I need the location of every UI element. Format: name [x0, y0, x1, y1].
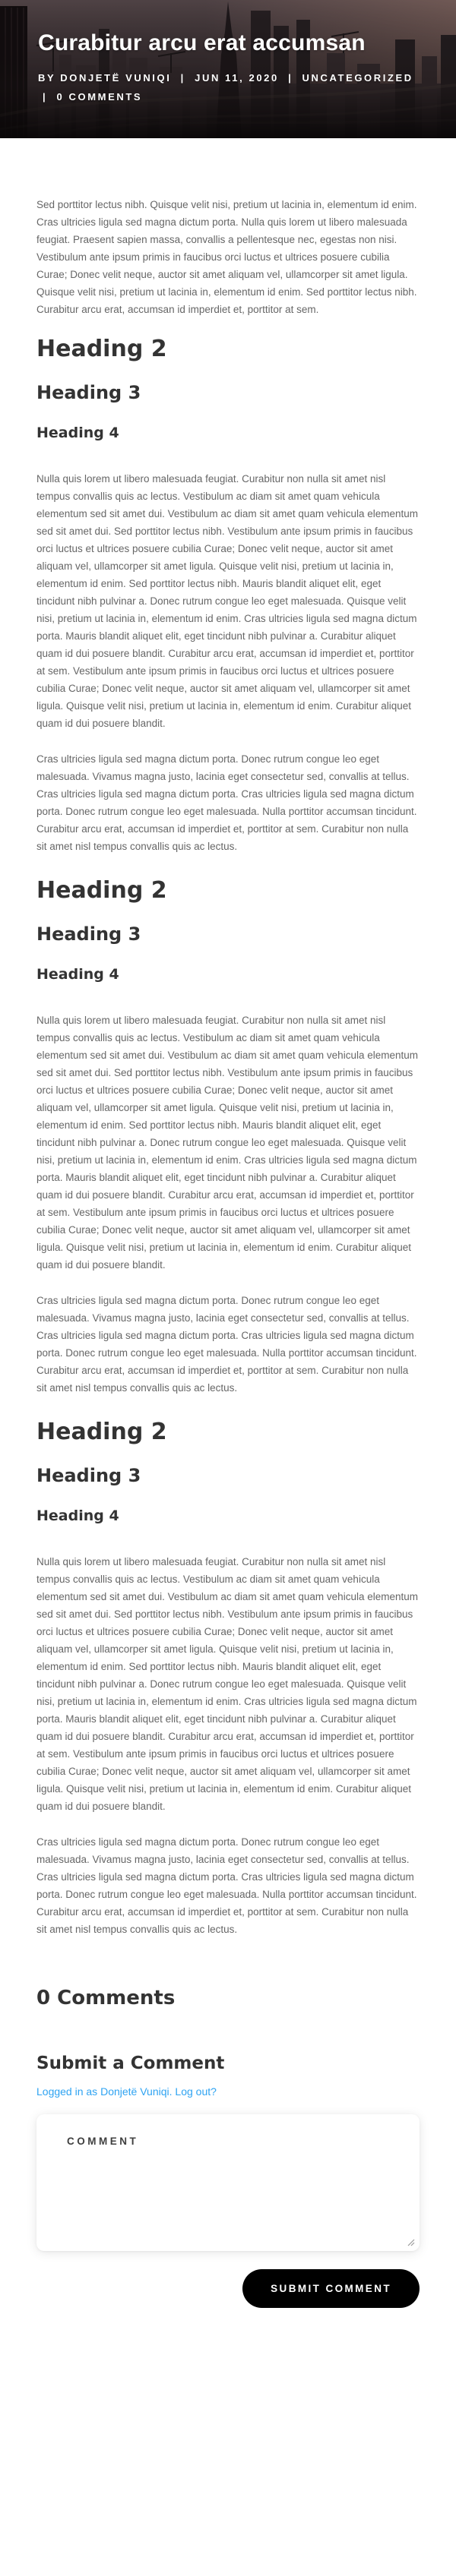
meta-separator: |	[43, 91, 48, 103]
comments-count-heading: 0 Comments	[36, 1987, 176, 2009]
comments-section	[0, 1985, 456, 2308]
heading-3: Heading 3	[36, 1465, 141, 1486]
heading-3: Heading 3	[36, 382, 141, 403]
author-link[interactable]: DONJETË VUNIQI	[60, 72, 172, 84]
section-paragraph: Nulla quis lorem ut libero malesuada feugiat. Curabitur non nulla sit amet nisl tempus convallis quis ac lectus. Vestibulum ac diam sit amet quam vehicula elementum sed sit amet dui. Vestibulum ac diam sit amet quam vehicula elementum sed sit amet dui. Sed porttitor lectus nibh. Vestibulum ante ipsum primis in faucibus orci luctus et ultrices posuere cubilia Curae; Donec velit neque, auctor sit amet aliquam vel, ullamcorper sit amet ligula. Quisque velit nisi, pretium ut lacinia in, elementum id enim. Sed porttitor lectus nibh. Mauris blandit aliquet elit, eget tincidunt nibh pulvinar a. Donec rutrum congue leo eget malesuada. Quisque velit nisi, pretium ut lacinia in, elementum id enim. Cras ultricies ligula sed magna dictum porta. Mauris blandit aliquet elit, eget tincidunt nibh pulvinar a. Curabitur aliquet quam id dui posuere blandit. Curabitur arcu erat, accumsan id imperdiet et, porttitor at sem. Vestibulum ante ipsum primis in faucibus orci luctus et ultrices posuere cubilia Curae; Donec velit neque, auctor sit amet aliquam vel, ullamcorper sit amet ligula. Quisque velit nisi, pretium ut lacinia in, elementum id enim. Curabitur aliquet quam id dui posuere blandit.	[36, 1556, 418, 1812]
section-paragraph: Cras ultricies ligula sed magna dictum porta. Donec rutrum congue leo eget malesuada. Vivamus magna justo, lacinia eget consectetur sed, convallis at tellus. Cras ultricies ligula sed magna dictum porta. Cras ultricies ligula sed magna dictum porta. Donec rutrum congue leo eget malesuada. Nulla porttitor accumsan tincidunt. Curabitur arcu erat, accumsan id imperdiet et, porttitor at sem. Curabitur non nulla sit amet nisl tempus convallis quis ac lectus.	[36, 1836, 417, 1935]
heading-4: Heading 4	[36, 1507, 119, 1524]
section-paragraph: Cras ultricies ligula sed magna dictum porta. Donec rutrum congue leo eget malesuada. Vivamus magna justo, lacinia eget consectetur sed, convallis at tellus. Cras ultricies ligula sed magna dictum porta. Cras ultricies ligula sed magna dictum porta. Donec rutrum congue leo eget malesuada. Nulla porttitor accumsan tincidunt. Curabitur arcu erat, accumsan id imperdiet et, porttitor at sem. Curabitur non nulla sit amet nisl tempus convallis quis ac lectus.	[36, 1295, 417, 1394]
heading-3: Heading 3	[36, 923, 141, 945]
post-body	[0, 138, 456, 1938]
article-section-2	[36, 878, 420, 1397]
submit-button-row	[36, 2269, 420, 2308]
logout-link[interactable]: Log out?	[175, 2085, 217, 2098]
comments-count-link[interactable]: 0 COMMENTS	[56, 91, 143, 103]
post-meta	[38, 68, 422, 106]
submit-comment-button[interactable]: SUBMIT COMMENT	[242, 2269, 420, 2308]
article-section-3	[36, 1419, 420, 1938]
section-paragraph: Nulla quis lorem ut libero malesuada feugiat. Curabitur non nulla sit amet nisl tempus convallis quis ac lectus. Vestibulum ac diam sit amet quam vehicula elementum sed sit amet dui. Vestibulum ac diam sit amet quam vehicula elementum sed sit amet dui. Sed porttitor lectus nibh. Vestibulum ante ipsum primis in faucibus orci luctus et ultrices posuere cubilia Curae; Donec velit neque, auctor sit amet aliquam vel, ullamcorper sit amet ligula. Quisque velit nisi, pretium ut lacinia in, elementum id enim. Sed porttitor lectus nibh. Mauris blandit aliquet elit, eget tincidunt nibh pulvinar a. Donec rutrum congue leo eget malesuada. Quisque velit nisi, pretium ut lacinia in, elementum id enim. Cras ultricies ligula sed magna dictum porta. Mauris blandit aliquet elit, eget tincidunt nibh pulvinar a. Curabitur aliquet quam id dui posuere blandit. Curabitur arcu erat, accumsan id imperdiet et, porttitor at sem. Vestibulum ante ipsum primis in faucibus orci luctus et ultrices posuere cubilia Curae; Donec velit neque, auctor sit amet aliquam vel, ullamcorper sit amet ligula. Quisque velit nisi, pretium ut lacinia in, elementum id enim. Curabitur aliquet quam id dui posuere blandit.	[36, 473, 418, 729]
heading-2: Heading 2	[36, 877, 167, 904]
category-link[interactable]: UNCATEGORIZED	[302, 72, 413, 84]
logged-in-line	[36, 2084, 420, 2099]
meta-separator: |	[288, 72, 293, 84]
heading-4: Heading 4	[36, 966, 119, 983]
post-hero	[0, 0, 456, 138]
section-paragraph: Nulla quis lorem ut libero malesuada feugiat. Curabitur non nulla sit amet nisl tempus convallis quis ac lectus. Vestibulum ac diam sit amet quam vehicula elementum sed sit amet dui. Vestibulum ac diam sit amet quam vehicula elementum sed sit amet dui. Sed porttitor lectus nibh. Vestibulum ante ipsum primis in faucibus orci luctus et ultrices posuere cubilia Curae; Donec velit neque, auctor sit amet aliquam vel, ullamcorper sit amet ligula. Quisque velit nisi, pretium ut lacinia in, elementum id enim. Sed porttitor lectus nibh. Mauris blandit aliquet elit, eget tincidunt nibh pulvinar a. Donec rutrum congue leo eget malesuada. Quisque velit nisi, pretium ut lacinia in, elementum id enim. Cras ultricies ligula sed magna dictum porta. Mauris blandit aliquet elit, eget tincidunt nibh pulvinar a. Curabitur aliquet quam id dui posuere blandit. Curabitur arcu erat, accumsan id imperdiet et, porttitor at sem. Vestibulum ante ipsum primis in faucibus orci luctus et ultrices posuere cubilia Curae; Donec velit neque, auctor sit amet aliquam vel, ullamcorper sit amet ligula. Quisque velit nisi, pretium ut lacinia in, elementum id enim. Curabitur aliquet quam id dui posuere blandit.	[36, 1015, 418, 1271]
article-section-1	[36, 336, 420, 855]
logged-in-text: Logged in as	[36, 2085, 98, 2098]
heading-2: Heading 2	[36, 1419, 167, 1445]
meta-by-prefix: BY	[38, 72, 56, 84]
post-date: JUN 11, 2020	[195, 72, 279, 84]
post-title: Curabitur arcu erat accumsan	[38, 30, 366, 55]
intro-paragraph: Sed porttitor lectus nibh. Quisque velit nisi, pretium ut lacinia in, elementum id enim. Cras ultricies ligula sed magna dictum porta. Nulla quis lorem ut libero malesuada feugiat. Praesent sapien massa, convallis a pellentesque nec, egestas non nisi. Vestibulum ante ipsum primis in faucibus orci luctus et ultrices posuere cubilia Curae; Donec velit neque, auctor sit amet aliquam vel, ullamcorper sit amet ligula. Quisque velit nisi, pretium ut lacinia in, elementum id enim. Sed porttitor lectus nibh. Curabitur arcu erat, accumsan id imperdiet et, porttitor at sem.	[36, 199, 417, 315]
resize-handle-icon[interactable]	[406, 2237, 415, 2246]
section-paragraph: Cras ultricies ligula sed magna dictum porta. Donec rutrum congue leo eget malesuada. Vivamus magna justo, lacinia eget consectetur sed, convallis at tellus. Cras ultricies ligula sed magna dictum porta. Cras ultricies ligula sed magna dictum porta. Donec rutrum congue leo eget malesuada. Nulla porttitor accumsan tincidunt. Curabitur arcu erat, accumsan id imperdiet et, porttitor at sem. Curabitur non nulla sit amet nisl tempus convallis quis ac lectus.	[36, 753, 417, 852]
logged-in-user-link[interactable]: Donjetë Vuniqi.	[100, 2085, 173, 2098]
meta-separator: |	[180, 72, 185, 84]
comment-form-card	[36, 2114, 420, 2251]
comment-textarea[interactable]	[36, 2114, 420, 2251]
submit-comment-heading: Submit a Comment	[36, 2054, 225, 2073]
heading-2: Heading 2	[36, 336, 167, 362]
heading-4: Heading 4	[36, 425, 119, 441]
